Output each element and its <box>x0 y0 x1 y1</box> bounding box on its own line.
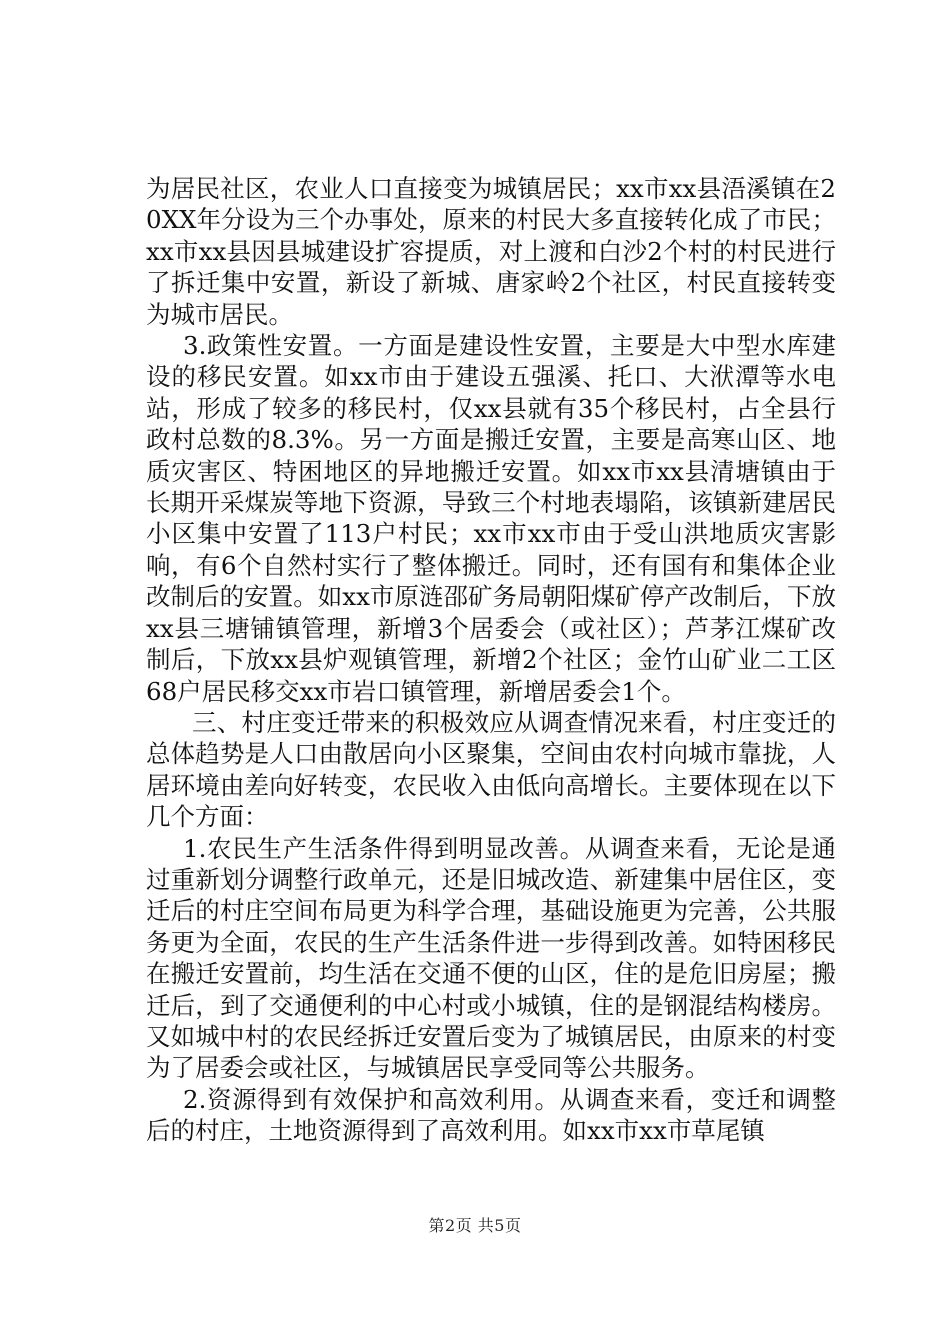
paragraph-continuation: 为居民社区，农业人口直接变为城镇居民；xx市xx县浯溪镇在20XX年分设为三个办事处，原来的村民大多直接转化成了市民；xx市xx县因县城建设扩容提质，对上渡和白沙2个村的村民进行了拆迁集中安置，新设了新城、唐家岭2个社区，村民直接转变为城市居民。 <box>146 174 836 329</box>
paragraph-resources: 2.资源得到有效保护和高效利用。从调查来看，变迁和调整后的村庄，土地资源得到了高效利用。如xx市xx市草尾镇 <box>146 1084 836 1146</box>
page-number-footer: 第2页 共5页 <box>428 1216 522 1235</box>
paragraph-policy-resettlement: 3.政策性安置。一方面是建设性安置，主要是大中型水库建设的移民安置。如xx市由于建设五强溪、托口、大洑潭等水电站，形成了较多的移民村，仅xx县就有35个移民村，占全县行政村总数的8.3%。另一方面是搬迁安置，主要是高寒山区、地质灾害区、特困地区的异地搬迁安置。如xx市xx县清塘镇由于长期开采煤炭等地下资源，导致三个村地表塌陷，该镇新建居民小区集中安置了113户村民；xx市xx市由于受山洪地质灾害影响，有6个自然村实行了整体搬迁。同时，还有国有和集体企业改制后的安置。如xx市原涟邵矿务局朝阳煤矿停产改制后，下放xx县三塘铺镇管理，新增3个居委会（或社区）；芦茅江煤矿改制后，下放xx县炉观镇管理，新增2个社区；金竹山矿业二工区68户居民移交xx市岩口镇管理，新增居委会1个。 <box>146 331 836 706</box>
paragraph-living-conditions: 1.农民生产生活条件得到明显改善。从调查来看，无论是通过重新划分调整行政单元，还是旧城改造、新建集中居住区，变迁后的村庄空间布局更为科学合理，基础设施更为完善，公共服务更为全面，农民的生产生活条件进一步得到改善。如特困移民在搬迁安置前，均生活在交通不便的山区，住的是危旧房屋；搬迁后，到了交通便利的中心村或小城镇，住的是钢混结构楼房。又如城中村的农民经拆迁安置后变为了城镇居民，由原来的村变为了居委会或社区，与城镇居民享受同等公共服务。 <box>146 833 836 1083</box>
paragraph-section-three: 三、村庄变迁带来的积极效应从调查情况来看，村庄变迁的总体趋势是人口由散居向小区聚集，空间由农村向城市靠拢，人居环境由差向好转变，农民收入由低向高增长。主要体现在以下几个方面： <box>146 707 836 832</box>
document-body <box>146 173 836 1147</box>
